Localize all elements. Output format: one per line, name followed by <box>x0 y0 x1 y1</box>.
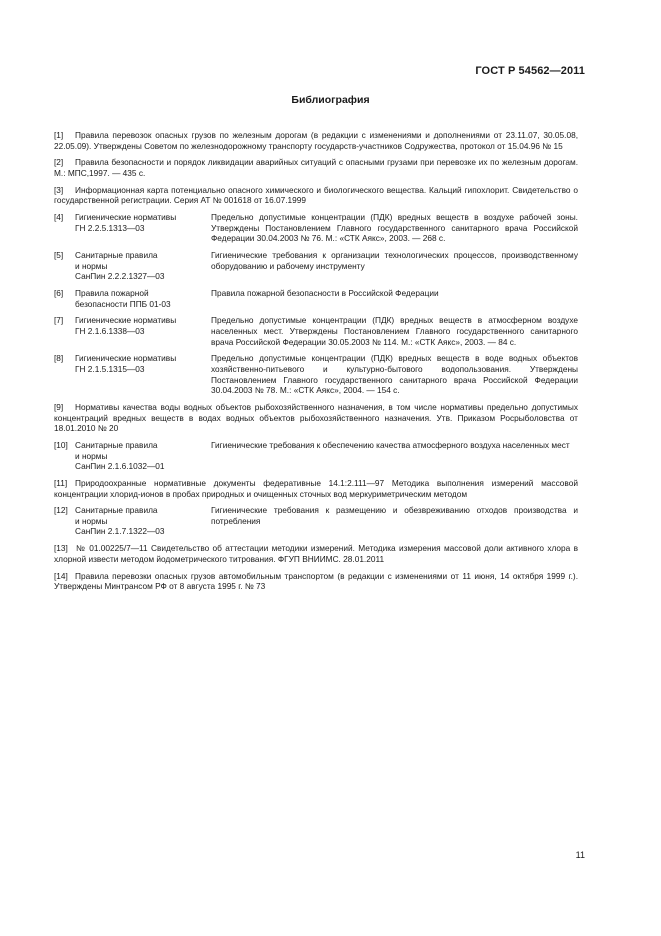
document-designation <box>75 440 211 472</box>
section-title: Библиография <box>291 94 370 106</box>
entry-number: [8] <box>54 353 64 364</box>
document-designation <box>75 315 211 347</box>
document-designation <box>75 353 211 395</box>
entry-text: Гигиенические требования к обеспечению качества атмосферного воздуха населенных мест <box>211 439 570 450</box>
bibliography-list <box>54 130 578 598</box>
designation-line: СанПин 2.1.7.1322—03 <box>75 526 165 537</box>
bibliography-entry <box>54 478 578 499</box>
entry-text: № 01.00225/7—11 Свидетельство об аттестации методики измерений. Методика измерения массовой доли активного хлора в хлорной извести методом йодометрического титрования. ФГУП ВНИИМС. 28.01.2011 <box>54 543 578 564</box>
entry-text: Предельно допустимые концентрации (ПДК) вредных веществ в воздухе рабочей зоны. Утверждены Постановлением Главного государственного санитарного врача Российской Федерации 30.04.2003 № 76. М.: «СТК Аякс», 2003. — 268 с. <box>211 212 578 244</box>
designation-line: и нормы <box>75 515 108 526</box>
entry-text: Предельно допустимые концентрации (ПДК) вредных веществ в воде водных объектов хозяйственно-питьевого и культурно-бытового водопользования. Утверждены Постановлением Главного государственного санитарного врача Российской Федерации 30.04.2003 № 78. М.: «СТК Аякс», 2004. — 154 с. <box>211 353 578 396</box>
bibliography-entry <box>54 185 578 206</box>
bibliography-entry <box>54 571 578 592</box>
bibliography-entry <box>54 212 578 244</box>
bibliography-entry <box>54 157 578 178</box>
entry-number: [6] <box>54 288 64 299</box>
designation-line: Гигиенические нормативы <box>75 212 177 223</box>
document-designation <box>75 288 211 309</box>
designation-line: ГН 2.1.6.1338—03 <box>75 326 145 337</box>
designation-line: Санитарные правила <box>75 505 158 516</box>
bibliography-entry <box>54 440 578 472</box>
entry-number: [11] <box>54 477 68 488</box>
document-designation <box>75 250 211 282</box>
designation-line: Гигиенические нормативы <box>75 315 177 326</box>
entry-number: [3] <box>54 184 64 195</box>
entry-text: Правила безопасности и порядок ликвидации аварийных ситуаций с опасными грузами при перевозке их по железным дорогам. М.: МПС,1997. — 435 с. <box>54 157 578 178</box>
entry-text: Правила пожарной безопасности в Российской Федерации <box>211 288 439 299</box>
bibliography-entry <box>54 543 578 564</box>
entry-text: Информационная карта потенциально опасного химического и биологического вещества. Кальций гипохлорит. Свидетельство о государственной регистрации. Серия АТ № 001618 от 16.07.1999 <box>54 184 578 206</box>
entry-number: [13] <box>54 543 68 554</box>
bibliography-entry <box>54 353 578 395</box>
entry-number: [5] <box>54 250 64 261</box>
document-designation <box>75 505 211 537</box>
bibliography-entry <box>54 130 578 151</box>
entry-number: [9] <box>54 401 64 412</box>
bibliography-entry <box>54 250 578 282</box>
entry-text: Правила перевозок опасных грузов по железным дорогам (в редакции с изменениями и дополнениями от 23.11.07, 30.05.08, 22.05.09). Утверждены Советом по железнодорожному транспорту государств-участников Содружества, протокол от 15.04.96 № 15 <box>54 130 578 151</box>
entry-number: [4] <box>54 212 64 223</box>
document-designation <box>75 212 211 244</box>
entry-text: Гигиенические требования к организации технологических процессов, производственному оборудованию и рабочему инструменту <box>211 250 578 271</box>
page-number: 11 <box>575 850 585 860</box>
entry-number: [14] <box>54 570 68 581</box>
designation-line: и нормы <box>75 450 108 461</box>
designation-line: и нормы <box>75 260 108 271</box>
designation-line: СанПин 2.2.2.1327—03 <box>75 271 165 282</box>
designation-line: Санитарные правила <box>75 250 158 261</box>
designation-line: ГН 2.1.5.1315—03 <box>75 364 145 374</box>
bibliography-entry <box>54 505 578 537</box>
bibliography-entry <box>54 402 578 434</box>
entry-number: [12] <box>54 505 68 516</box>
designation-line: ГН 2.2.5.1313—03 <box>75 222 145 233</box>
entry-text: Природоохранные нормативные документы федеративные 14.1:2.111—97 Методика выполнения измерений массовой концентрации хлорид-ионов в пробах природных и очищенных сточных вод меркуриметрическим методом <box>54 477 578 499</box>
designation-line: Гигиенические нормативы <box>75 353 177 364</box>
bibliography-entry <box>54 315 578 347</box>
entry-text: Предельно допустимые концентрации (ПДК) вредных веществ в атмосферном воздухе населенных мест. Утверждены Постановлением Главного государственного санитарного врача Российской Федерации 30.05.2003 № 114. М.: «СТК Аякс», 2003. — 84 с. <box>211 315 578 347</box>
entry-number: [7] <box>54 315 64 326</box>
standard-designation: ГОСТ Р 54562—2011 <box>475 65 585 77</box>
bibliography-entry <box>54 288 578 309</box>
designation-line: безопасности ППБ 01-03 <box>75 298 171 309</box>
entry-text: Нормативы качества воды водных объектов рыбохозяйственного назначения, в том числе нормативы предельно допустимых концентраций вредных веществ в водах водных объектов рыбохозяйственного назначения. Утв. Приказом Росрыболовства от 18.01.2010 № 20 <box>54 401 578 434</box>
entry-number: [10] <box>54 439 68 450</box>
entry-number: [1] <box>54 130 64 140</box>
entry-text: Гигиенические требования к размещению и обезвреживанию отходов производства и потребления <box>211 505 578 526</box>
designation-line: Санитарные правила <box>75 439 158 450</box>
entry-text: Правила перевозки опасных грузов автомобильным транспортом (в редакции с изменениями от 11 июня, 14 октября 1999 г.). Утверждены Минтрансом РФ от 8 августа 1995 г. № 73 <box>54 570 578 592</box>
entry-number: [2] <box>54 157 64 168</box>
designation-line: СанПин 2.1.6.1032—01 <box>75 461 165 472</box>
designation-line: Правила пожарной <box>75 288 149 299</box>
